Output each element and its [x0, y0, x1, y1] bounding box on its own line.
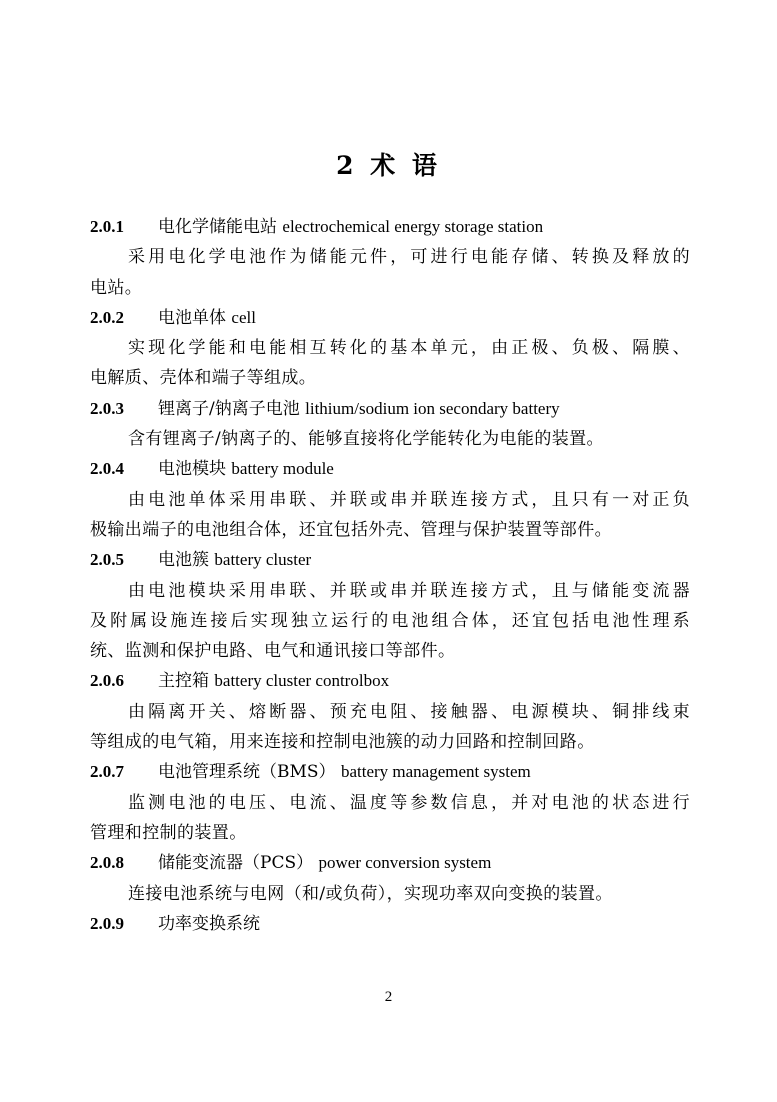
- term-heading: [90, 303, 690, 333]
- term-definition-line: 由电池单体采用串联、并联或串并联连接方式，且只有一对正负: [128, 489, 690, 510]
- term-name: 电池簇: [158, 550, 209, 571]
- term-number: 2.0.7: [90, 762, 124, 782]
- term-definition-line: 电站。: [90, 277, 143, 298]
- term-definition-line: 管理和控制的装置。: [90, 822, 247, 843]
- term-number: 2.0.3: [90, 398, 124, 418]
- term-number: 2.0.4: [90, 459, 124, 479]
- term-name: 电化学储能电站: [158, 217, 277, 237]
- page-title: 2 术 语: [336, 151, 441, 180]
- term-definition-line: 由电池模块采用串联、并联或串并联连接方式，且与储能变流器: [128, 580, 690, 601]
- term-definition-line: 含有锂离子/钠离子的、能够直接将化学能转化为电能的装置。: [128, 429, 604, 450]
- term-name: 电池管理系统（BMS）: [158, 762, 336, 783]
- term-definition-line: 电解质、壳体和端子等组成。: [90, 368, 317, 389]
- term-heading: [90, 848, 690, 878]
- term-heading: [90, 666, 690, 696]
- term-english: power conversion system: [318, 853, 492, 873]
- term-name: 储能变流器（PCS）: [158, 853, 314, 874]
- terms-list: [90, 212, 690, 939]
- term-english: battery cluster controlbox: [214, 671, 390, 691]
- term-english: cell: [231, 307, 256, 327]
- term-definition-line: 采用电化学电池作为储能元件，可进行电能存储、转换及释放的: [128, 247, 690, 268]
- term-english: battery module: [231, 459, 334, 479]
- term-definition-line: 及附属设施连接后实现独立运行的电池组合体，还宜包括电池性理系: [90, 610, 690, 631]
- term-name: 锂离子/钠离子电池: [158, 398, 300, 419]
- term-definition-line: 监测电池的电压、电流、温度等参数信息，并对电池的状态进行: [128, 792, 690, 813]
- term-name: 电池单体: [158, 307, 226, 328]
- term-name: 电池模块: [158, 459, 226, 480]
- term-number: 2.0.5: [90, 550, 124, 570]
- term-heading: [90, 454, 690, 484]
- page-number: 2: [384, 989, 393, 1005]
- term-definition-line: 极输出端子的电池组合体，还宜包括外壳、管理与保护装置等部件。: [90, 519, 612, 540]
- term-heading: [90, 757, 690, 787]
- term-number: 2.0.8: [90, 853, 124, 873]
- term-heading: [90, 545, 690, 575]
- term-name: 功率变换系统: [158, 913, 260, 934]
- term-definition-line: 由隔离开关、熔断器、预充电阻、接触器、电源模块、铜排线束: [128, 701, 690, 722]
- term-definition-line: 等组成的电气箱，用来连接和控制电池簇的动力回路和控制回路。: [90, 732, 595, 753]
- term-number: 2.0.6: [90, 671, 124, 691]
- term-english: electrochemical energy storage station: [282, 217, 544, 236]
- term-definition-line: 实现化学能和电能相互转化的基本单元，由正极、负极、隔膜、: [128, 338, 690, 359]
- term-english: lithium/sodium ion secondary battery: [305, 398, 560, 418]
- term-number: 2.0.1: [90, 217, 124, 236]
- term-english: battery management system: [340, 762, 531, 782]
- term-definition-line: 统、监测和保护电路、电气和通讯接口等部件。: [90, 641, 456, 662]
- term-number: 2.0.9: [90, 913, 124, 933]
- term-heading: [90, 394, 690, 424]
- term-heading: [90, 909, 690, 939]
- term-english: battery cluster: [214, 550, 312, 570]
- term-heading: [90, 212, 690, 242]
- term-name: 主控箱: [158, 671, 209, 692]
- term-definition-line: 连接电池系统与电网（和/或负荷），实现功率双向变换的装置。: [128, 883, 613, 904]
- term-number: 2.0.2: [90, 307, 124, 327]
